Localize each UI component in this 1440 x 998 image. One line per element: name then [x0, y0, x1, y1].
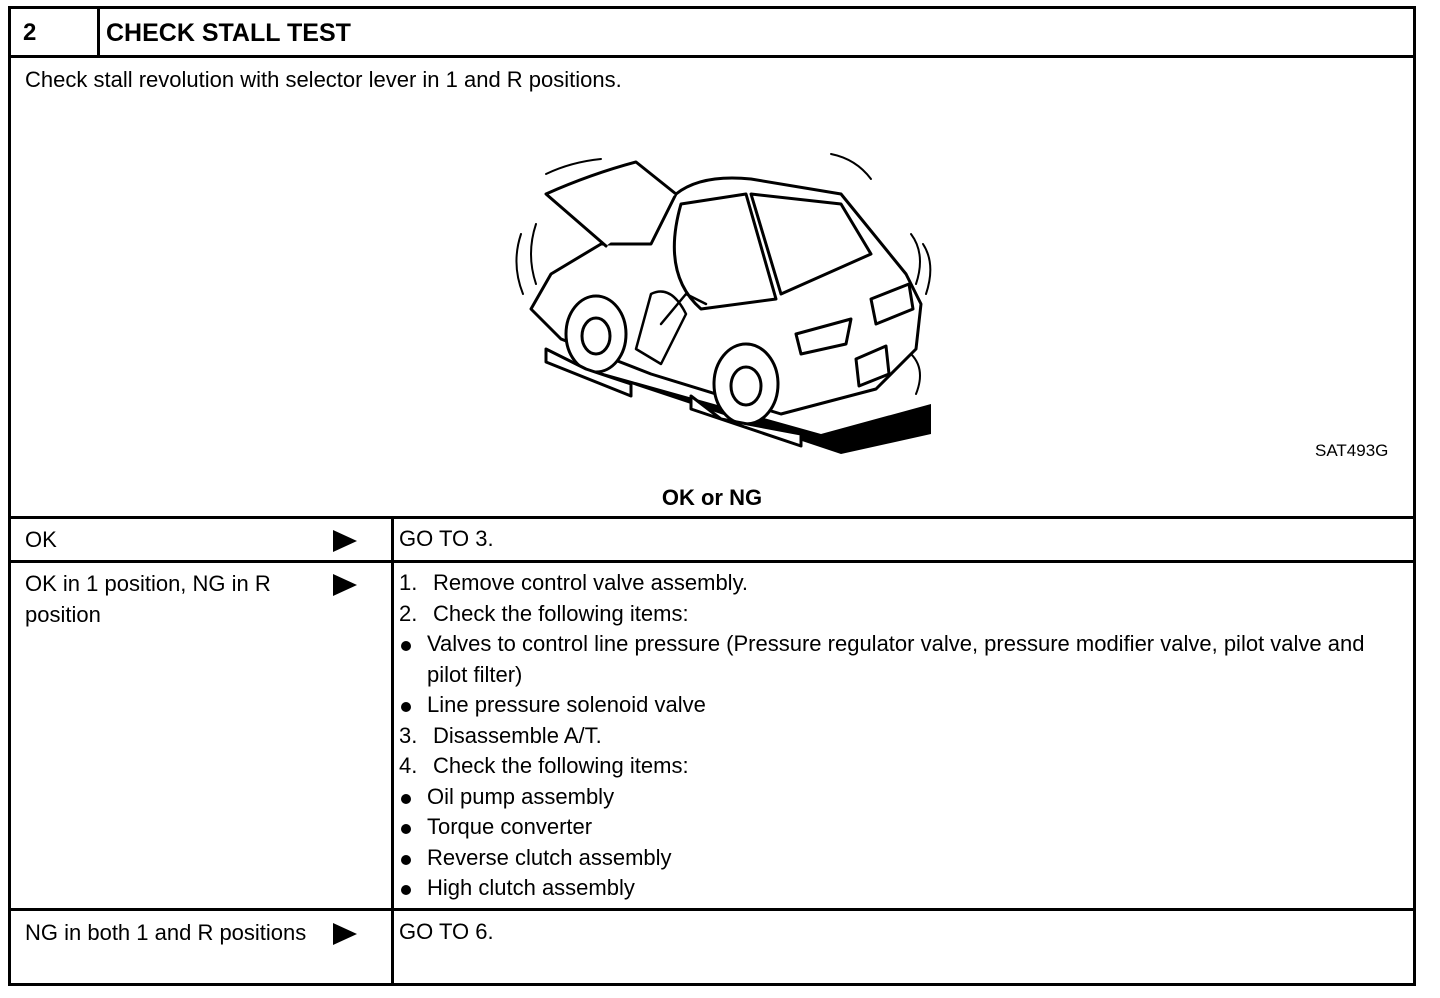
column-divider: [391, 516, 394, 983]
step-item: 4. Check the following items:: [399, 753, 689, 778]
car-on-chocks-illustration: [511, 134, 941, 464]
step-instruction: Check stall revolution with selector lever in 1 and R positions.: [25, 67, 622, 92]
step-title: CHECK STALL TEST: [106, 19, 351, 47]
bullet-item: Oil pump assembly: [399, 782, 1399, 813]
arrow-right-icon: [333, 530, 357, 552]
divider: [11, 908, 1413, 911]
outcome-partial-steps: [399, 568, 1399, 904]
ok-ng-question: OK or NG: [661, 485, 763, 510]
divider: [11, 516, 1413, 519]
step-item: 2. Check the following items:: [399, 600, 689, 626]
arrow-right-icon: [333, 574, 357, 596]
step-number: 2: [11, 9, 100, 55]
bullet-item: Reverse clutch assembly: [399, 843, 1399, 874]
figure-code: SAT493G: [1315, 441, 1389, 460]
outcome-ok-action: GO TO 3.: [399, 526, 494, 551]
divider: [11, 560, 1413, 563]
step-item: 1. Remove control valve assembly.: [399, 570, 749, 595]
procedure-table: [8, 6, 1416, 986]
outcome-ng-action: GO TO 6.: [399, 919, 494, 944]
bullet-item: Valves to control line pressure (Pressure regulator valve, pressure modifier valve, pilot valve and pilot filter): [399, 629, 1399, 690]
step-header: [11, 9, 1413, 58]
bullet-item: Line pressure solenoid valve: [399, 690, 1399, 721]
bullet-item: Torque converter: [399, 812, 1399, 843]
bullet-item: High clutch assembly: [399, 873, 1399, 904]
outcome-partial-condition: OK in 1 position, NG in R position: [25, 571, 271, 627]
outcome-ok-condition: OK: [25, 527, 57, 552]
outcome-ng-condition: NG in both 1 and R positions: [25, 920, 307, 945]
arrow-right-icon: [333, 923, 357, 945]
step-item: 3. Disassemble A/T.: [399, 722, 602, 748]
